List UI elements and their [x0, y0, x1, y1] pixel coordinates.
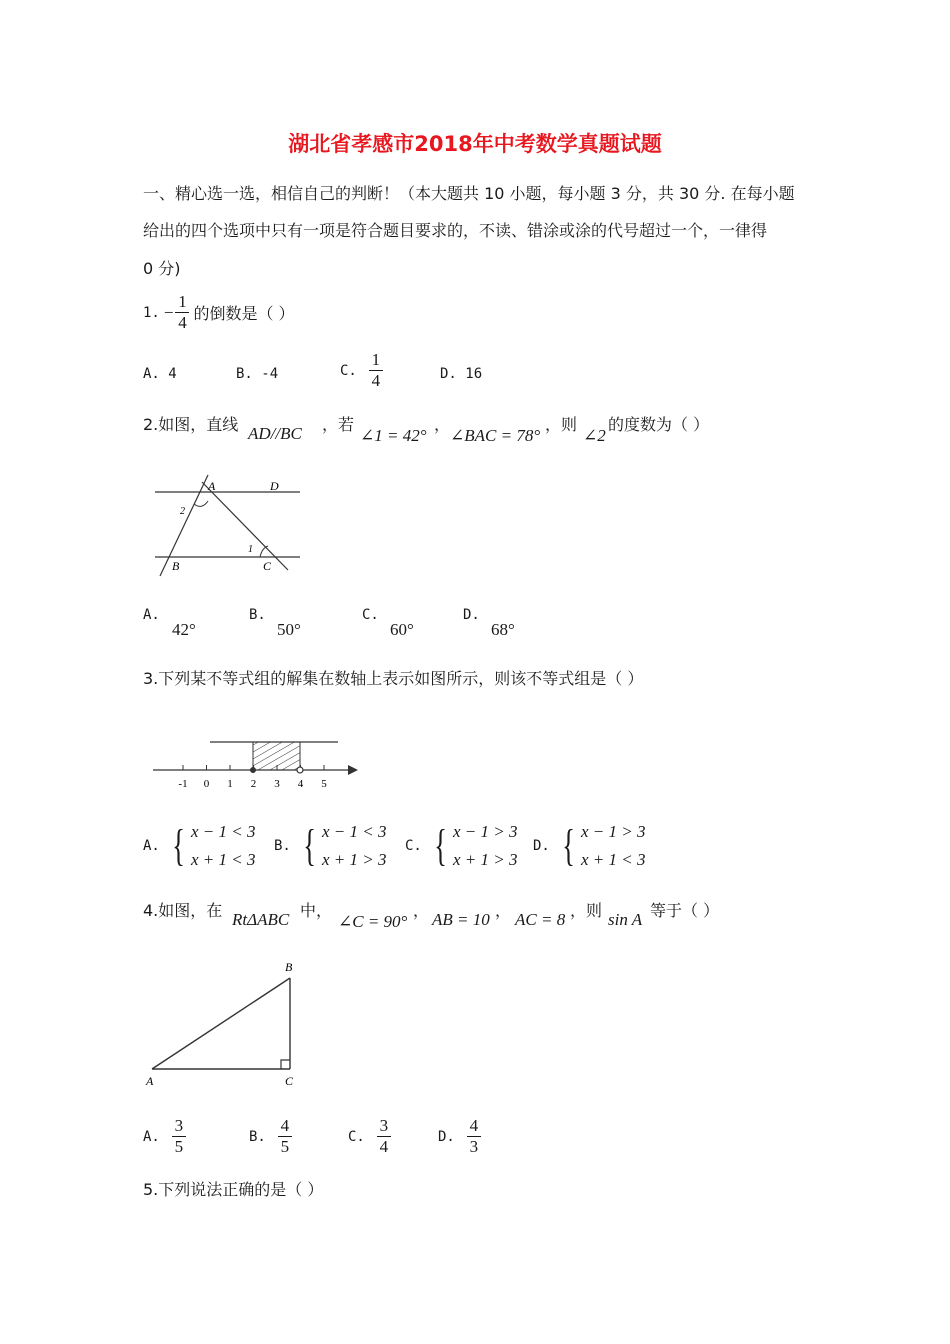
axis-tick-label: 0 — [203, 778, 210, 790]
q2-expr-bac: ∠BAC = 78° — [450, 426, 541, 445]
axis-arrow — [348, 765, 358, 775]
q3-option-a-line1: x − 1 < 3 — [190, 822, 256, 841]
axis-tick-label: 2 — [250, 778, 257, 790]
q3-option-b: B. { x − 1 < 3 x + 1 > 3 — [274, 818, 386, 874]
q3-option-d-label: D. — [533, 838, 550, 854]
label-angle-1: 1 — [248, 544, 253, 555]
right-angle-mark — [281, 1060, 290, 1069]
q4-expr-ab: AB = 10 — [432, 910, 490, 929]
angle-2-arc — [194, 501, 208, 506]
q1-option-b: B. -4 — [236, 366, 279, 382]
q1-frac-den: 4 — [178, 313, 187, 332]
section-instructions-line1: 一、精心选一选，相信自己的判断！（本大题共 10 小题，每小题 3 分，共 30 分. 在每小题 — [143, 184, 795, 203]
side-ab — [152, 978, 290, 1069]
q3-option-a: A. { x − 1 < 3 x + 1 < 3 — [143, 818, 255, 874]
label-c: C — [263, 559, 272, 573]
q4-option-d-label: D. — [438, 1128, 455, 1145]
q3-option-d: D. { x − 1 > 3 x + 1 < 3 — [533, 818, 645, 874]
q3-option-b-label: B. — [274, 838, 291, 854]
q3-number-line — [150, 735, 365, 795]
q2-suffix: 的度数为（ ） — [608, 415, 710, 434]
q4-sep3: ， — [495, 901, 512, 920]
q2-expr-angle2: ∠2 — [583, 426, 606, 445]
label-b: B — [285, 960, 293, 974]
q4-option-d-den: 3 — [469, 1137, 479, 1156]
section-instructions-line3: 0 分) — [143, 259, 181, 278]
axis-tick-label: 3 — [274, 778, 280, 790]
q4-option-a — [143, 1116, 186, 1157]
q3-option-c-label: C. — [405, 838, 422, 854]
q1-option-c — [340, 350, 383, 391]
q4-option-c — [348, 1116, 391, 1157]
q3-option-c: C. { x − 1 > 3 x + 1 > 3 — [405, 818, 517, 874]
q3-option-b-line2: x + 1 > 3 — [321, 850, 387, 869]
q2-sep1: ，若 — [322, 415, 355, 434]
line-ab — [160, 475, 208, 576]
q4-expr-sin: sin A — [608, 910, 643, 929]
q2-sep3: ，则 — [545, 415, 578, 434]
q2-option-d-value: 68° — [491, 620, 515, 639]
q4-sep1: 中， — [300, 901, 333, 920]
q4-option-b-num: 4 — [280, 1116, 290, 1135]
label-b: B — [172, 559, 180, 573]
q2-option-b-value: 50° — [277, 620, 301, 639]
q4-suffix: 等于（ ） — [650, 901, 720, 920]
label-angle-2: 2 — [180, 506, 185, 517]
q3-option-b-line1: x − 1 < 3 — [321, 822, 387, 841]
q4-option-c-label: C. — [348, 1128, 365, 1145]
q4-option-d-num: 4 — [469, 1116, 479, 1135]
q1-option-c-num: 1 — [371, 350, 381, 369]
q4-expr-triangle: RtΔABC — [232, 910, 290, 929]
q1-option-c-fraction — [369, 350, 383, 391]
label-a: A — [146, 1074, 154, 1088]
q3-option-d-line1: x − 1 > 3 — [580, 822, 646, 841]
q4-option-a-num: 3 — [174, 1116, 184, 1135]
q2-option-c-label: C. — [362, 607, 379, 623]
open-point-4 — [297, 767, 303, 773]
q4-option-b — [249, 1116, 292, 1157]
q4-prefix: 4.如图，在 — [143, 901, 223, 920]
q2-expr-parallel: AD//BC — [248, 424, 302, 443]
section-instructions-line2: 给出的四个选项中只有一项是符合题目要求的，不读、错涂或涂的代号超过一个，一律得 — [143, 221, 768, 240]
q4-option-c-den: 4 — [379, 1137, 389, 1156]
axis-tick-label: -1 — [178, 778, 188, 790]
q2-option-a-label: A. — [143, 607, 160, 623]
q1-frac-num: 1 — [178, 292, 187, 311]
q2-option-b-label: B. — [249, 607, 266, 623]
q4-sep2: ， — [413, 901, 430, 920]
q4-expr-angle-c: ∠C = 90° — [338, 912, 408, 931]
q1-option-c-label: C. — [340, 362, 357, 379]
axis-tick-label: 5 — [321, 778, 327, 790]
page-title: 湖北省孝感市2018年中考数学真题试题 — [288, 132, 662, 156]
q1-fraction — [175, 292, 189, 333]
q4-option-a-den: 5 — [174, 1137, 184, 1156]
q1-number: 1. — [143, 304, 160, 321]
q4-option-c-num: 3 — [379, 1116, 389, 1135]
q3-option-a-label: A. — [143, 838, 160, 854]
q4-figure — [140, 955, 310, 1090]
q4-option-b-label: B. — [249, 1128, 266, 1145]
q1-stem: 的倒数是（ ） — [193, 304, 295, 323]
q2-sep2: ， — [434, 415, 451, 434]
q3-option-c-line2: x + 1 > 3 — [452, 850, 518, 869]
question-1 — [143, 292, 295, 333]
q4-option-b-den: 5 — [280, 1137, 290, 1156]
closed-point-2 — [250, 767, 256, 773]
q4-option-d — [438, 1116, 481, 1157]
q3-option-c-line1: x − 1 > 3 — [452, 822, 518, 841]
q2-prefix: 2.如图，直线 — [143, 415, 239, 434]
q1-option-a: A. 4 — [143, 366, 177, 382]
q2-expr-angle1: ∠1 = 42° — [360, 426, 427, 445]
q1-option-d: D. 16 — [440, 366, 483, 382]
q1-sign: − — [163, 302, 174, 322]
q2-option-c-value: 60° — [390, 620, 414, 639]
q3-option-d-line2: x + 1 < 3 — [580, 850, 646, 869]
label-c: C — [285, 1074, 294, 1088]
q4-expr-ac: AC = 8 — [515, 910, 566, 929]
q2-option-d-label: D. — [463, 607, 480, 623]
label-a: A — [208, 479, 216, 493]
label-d: D — [270, 479, 279, 493]
q1-option-c-den: 4 — [371, 371, 381, 390]
q4-sep4: ，则 — [570, 901, 603, 920]
q3-stem: 3.下列某不等式组的解集在数轴上表示如图所示，则该不等式组是（ ） — [143, 669, 644, 688]
q3-option-a-line2: x + 1 < 3 — [190, 850, 256, 869]
q4-option-a-label: A. — [143, 1128, 160, 1145]
q5-stem: 5.下列说法正确的是（ ） — [143, 1180, 324, 1199]
q2-figure — [150, 470, 305, 580]
axis-tick-label: 4 — [297, 778, 304, 790]
q2-option-a-value: 42° — [172, 620, 196, 639]
axis-tick-label: 1 — [227, 778, 233, 790]
